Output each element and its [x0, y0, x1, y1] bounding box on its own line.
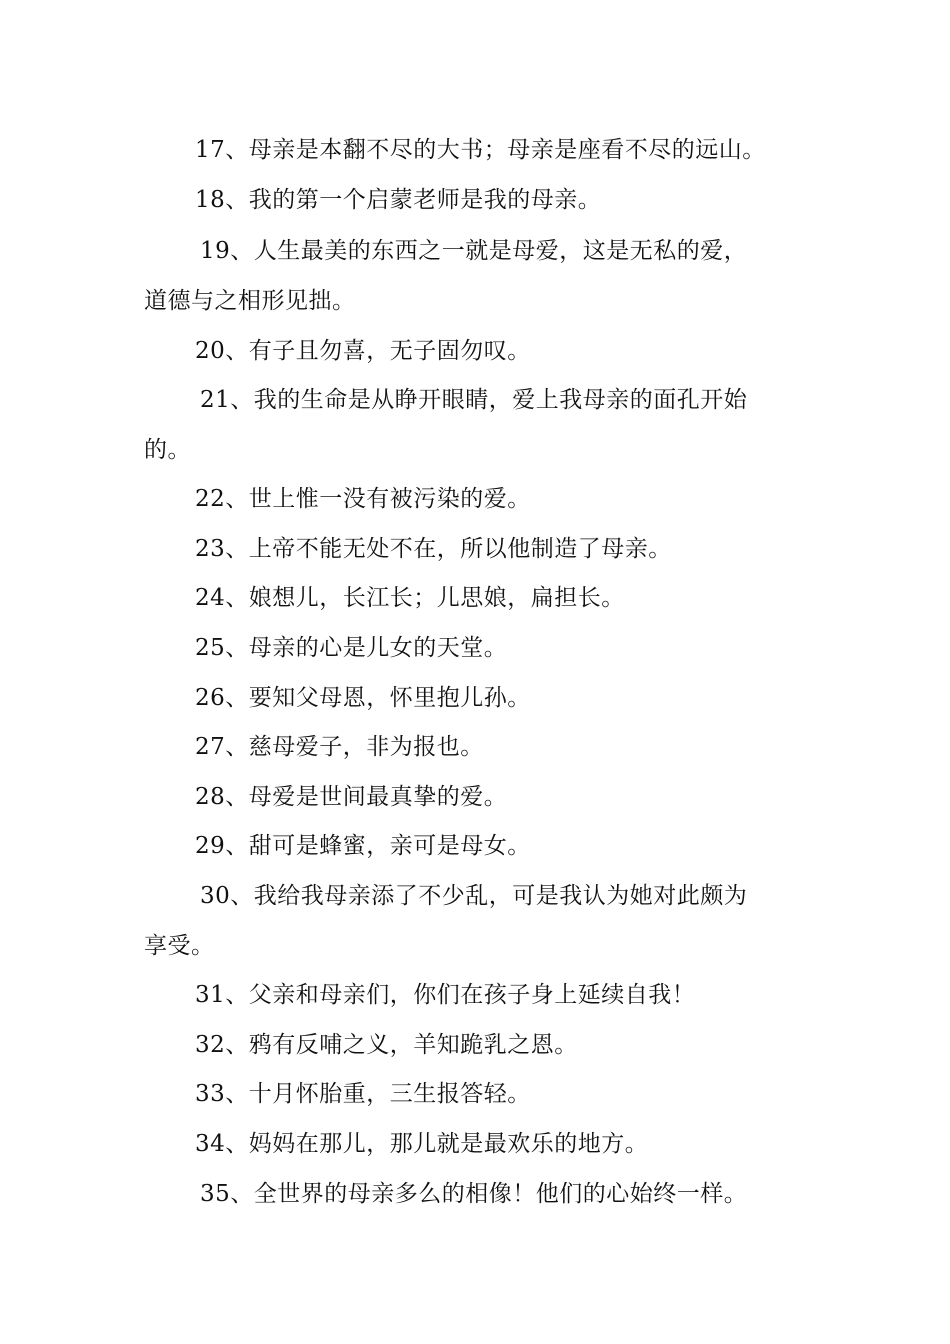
quote-32: 32、鸦有反哺之义，羊知跪乳之恩。 — [195, 1032, 578, 1058]
quote-28: 28、母爱是世间最真挚的爱。 — [195, 784, 508, 810]
quote-30-continuation: 享受。 — [144, 933, 215, 959]
quote-35: 35、全世界的母亲多么的相像！他们的心始终一样。 — [200, 1181, 748, 1207]
quote-18: 18、我的第一个启蒙老师是我的母亲。 — [195, 187, 602, 213]
quote-30: 30、我给我母亲添了不少乱，可是我认为她对此颇为 — [200, 883, 748, 909]
quote-26: 26、要知父母恩，怀里抱儿孙。 — [195, 685, 531, 711]
quote-24: 24、娘想儿，长江长；儿思娘，扁担长。 — [195, 585, 625, 611]
quote-23: 23、上帝不能无处不在，所以他制造了母亲。 — [195, 536, 672, 562]
quote-21: 21、我的生命是从睁开眼睛，爱上我母亲的面孔开始 — [200, 387, 748, 413]
quote-31: 31、父亲和母亲们，你们在孩子身上延续自我！ — [195, 982, 696, 1008]
quote-19-continuation: 道德与之相形见拙。 — [144, 288, 356, 314]
quote-20: 20、有子且勿喜，无子固勿叹。 — [195, 338, 531, 364]
quote-21-continuation: 的。 — [144, 437, 191, 463]
quote-29: 29、甜可是蜂蜜，亲可是母女。 — [195, 833, 531, 859]
quote-19: 19、人生最美的东西之一就是母爱，这是无私的爱， — [200, 238, 748, 264]
quote-25: 25、母亲的心是儿女的天堂。 — [195, 635, 508, 661]
quote-27: 27、慈母爱子，非为报也。 — [195, 734, 484, 760]
quote-33: 33、十月怀胎重，三生报答轻。 — [195, 1081, 531, 1107]
quote-34: 34、妈妈在那儿，那儿就是最欢乐的地方。 — [195, 1131, 649, 1157]
quote-22: 22、世上惟一没有被污染的爱。 — [195, 486, 531, 512]
quote-17: 17、母亲是本翻不尽的大书；母亲是座看不尽的远山。 — [195, 137, 766, 163]
